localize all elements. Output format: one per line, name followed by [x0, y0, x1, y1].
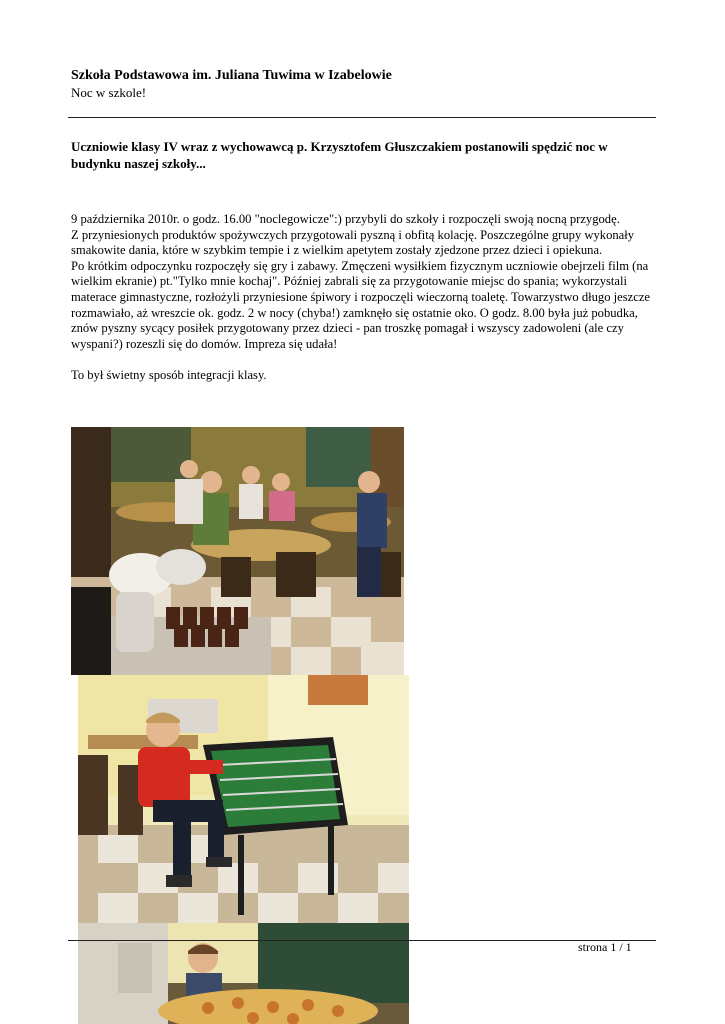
- article-title: Noc w szkole!: [71, 85, 147, 100]
- footer-divider: [68, 940, 656, 941]
- header-divider: [68, 117, 656, 118]
- photo-table-football: [78, 675, 409, 923]
- paragraph-dinner: Z przyniesionych produktów spożywczych przygotowali pyszną i obfitą kolację. Poszczególne grupy wykonały smakowite dania, które w szybkim tempie i z wielkim apetytem zostały zjedzone przez dzieci i opiekuna.: [71, 227, 635, 258]
- photo-pizza: [78, 923, 409, 1024]
- page-number: strona 1 / 1: [578, 940, 632, 954]
- paragraph-arrival: 9 października 2010r. o godz. 16.00 "noclegowicze":) przybyli do szkoły i rozpoczęli swoją nocną przygodę.: [71, 212, 620, 226]
- article-lead: Uczniowie klasy IV wraz z wychowawcą p. Krzysztofem Głuszczakiem postanowili spędzić noc w budynku naszej szkoły...: [71, 139, 608, 171]
- paragraph-games: Po krótkim odpoczynku rozpoczęły się gry i zabawy. Zmęczeni wysiłkiem fizycznym uczniowie obejrzeli film (na wielkim ekranie) pt."Tylko mnie kochaj". Później zabrali się za przygotowanie miejsc do spania; wykorzystali materace gimnastyczne, rozłożyli przyniesione śpiwory i rozpoczęli wieczorną toaletę. Towarzystwo długo jeszcze rozmawiało, aż wreszcie ok. godz. 2 w nocy (chyba!) zamknęło się ostatnie oko. O godz. 8.00 była już pobudka, znów pyszny sycący posiłek przygotowany przez dzieci - pan troszkę pomagał i wszyscy zadowoleni (ale czy wyspani?) rozeszli się do domów. Impreza się udała!: [71, 258, 651, 351]
- school-name: Szkoła Podstawowa im. Juliana Tuwima w Izabelowie: [71, 68, 392, 83]
- photo-dinner: [71, 427, 404, 675]
- paragraph-closing: To był świetny sposób integracji klasy.: [71, 367, 267, 382]
- article-body: [71, 212, 651, 384]
